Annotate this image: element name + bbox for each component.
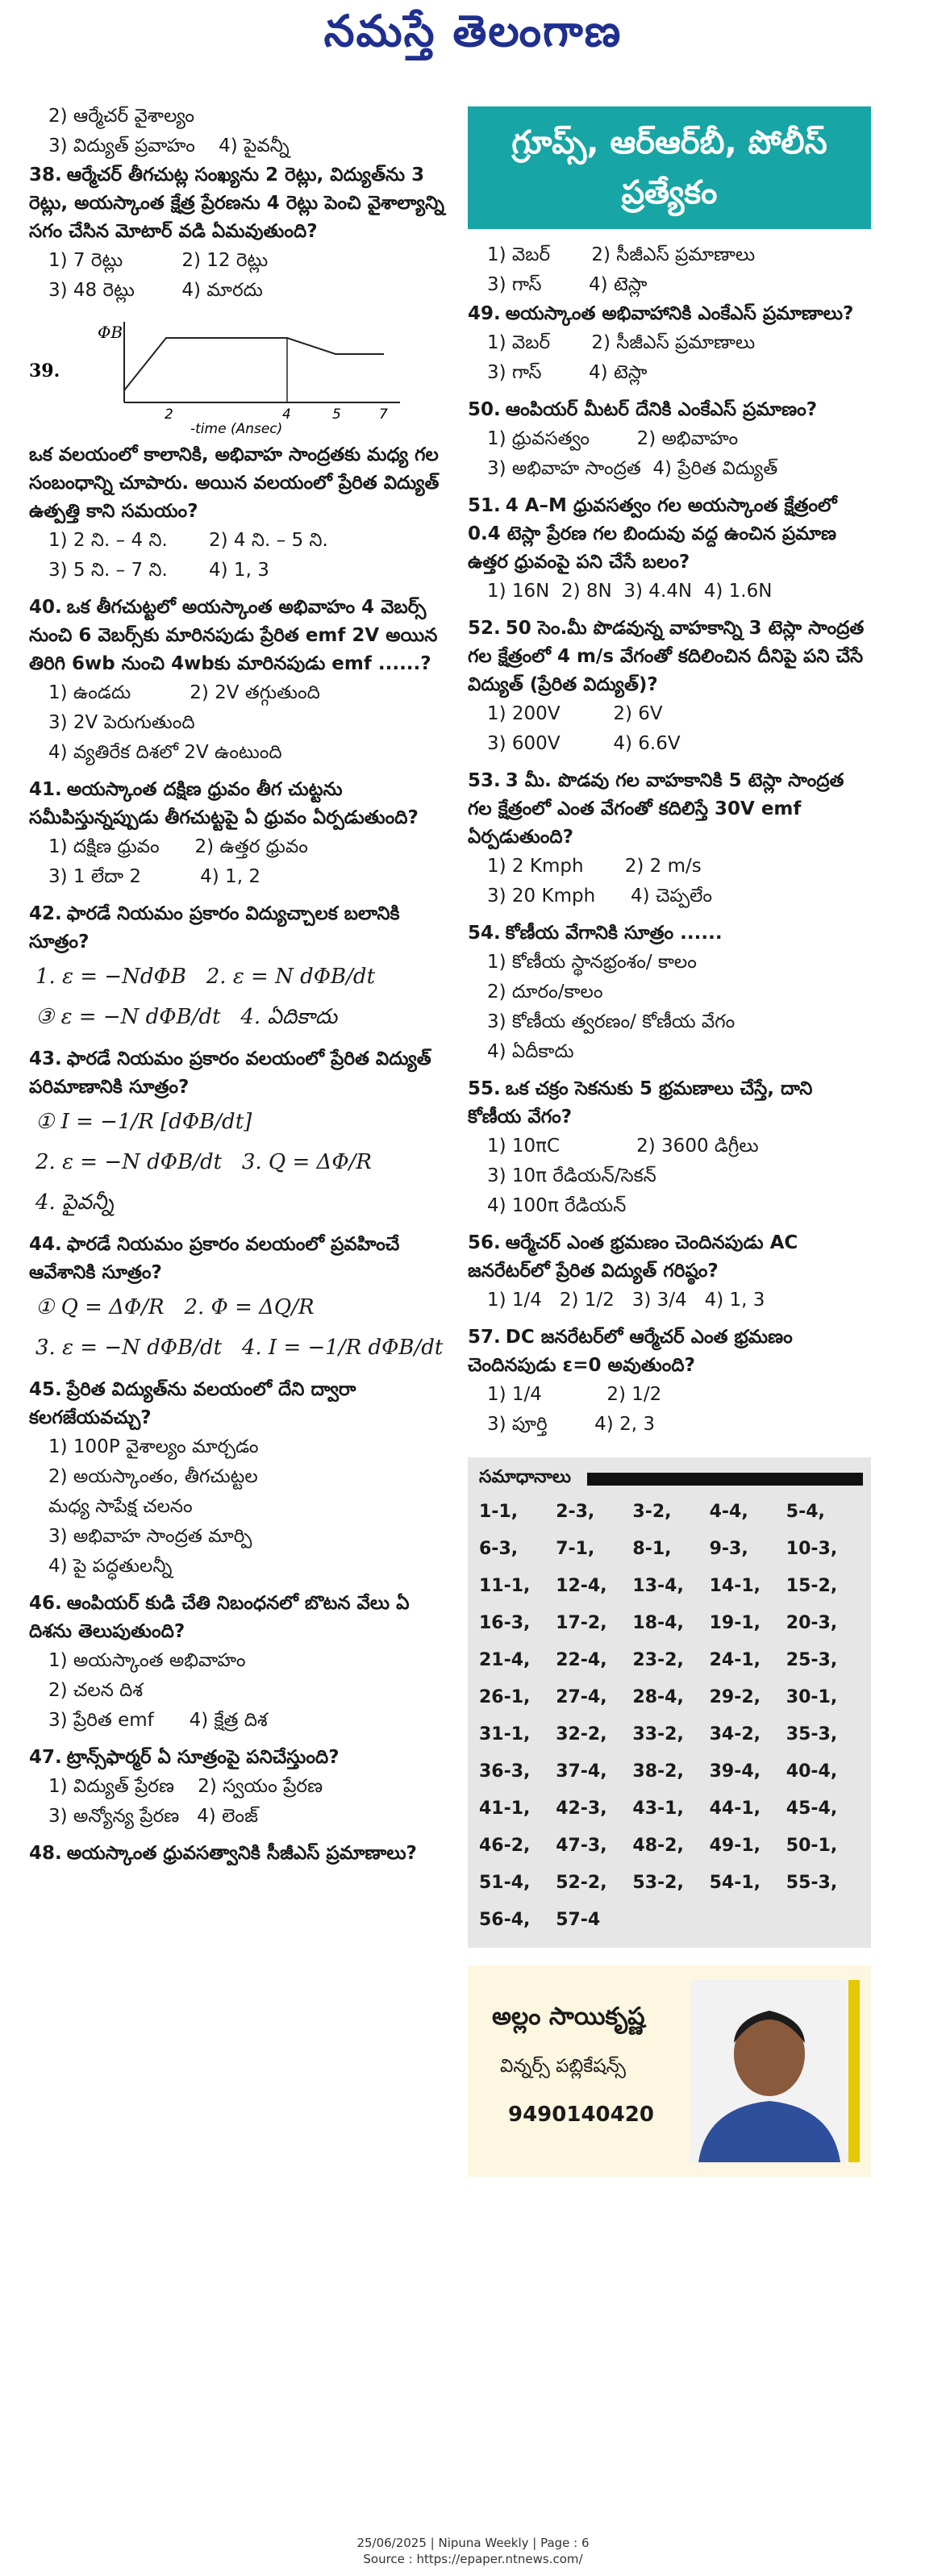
formula-option: 4. పైవన్నీ — [35, 1190, 115, 1215]
question-text: 3 మీ. పొడవు గల వాహకానికి 5 టెస్లా సాంద్రత గల క్షేత్రంలో ఎంత వేగంతో కదిలిస్తే 30V emf ఏర్పడుతుంది? — [468, 770, 844, 848]
formula-option: 1. ε = −NdΦB 2. ε = N dΦB/dt — [35, 965, 376, 989]
graph-svg — [29, 314, 448, 435]
author-box — [468, 1965, 871, 2177]
question-text: ఆర్మేచర్ ఎంత భ్రమణం చెందినపుడు AC జనరేటర్‌లో ప్రేరిత విద్యుత్ గరిష్ఠం? — [468, 1232, 798, 1282]
answer-item: 43-1, — [632, 1799, 684, 1819]
answer-item: 49-1, — [709, 1836, 761, 1856]
option-line: 1) 2 ని. – 4 ని. 2) 4 ని. – 5 ని. — [48, 530, 328, 551]
question-number: 45. — [29, 1379, 62, 1400]
question-number: 44. — [29, 1234, 62, 1255]
graph-tick: 4 — [282, 406, 291, 423]
graph-tick: 7 — [379, 406, 388, 423]
answer-item: 4-4, — [709, 1502, 748, 1522]
question-48 — [29, 1840, 456, 1868]
question-number: 49. — [468, 303, 501, 324]
option-line: 1) 16N 2) 8N 3) 4.4N 4) 1.6N — [487, 581, 773, 602]
footer-line-1: 25/06/2025 | Nipuna Weekly | Page : 6 — [356, 2536, 590, 2550]
question-text: ఆంపియర్ కుడి చేతి నిబంధనలో బొటన వేలు ఏ దిశను తెలుపుతుంది? — [29, 1593, 410, 1642]
question-number: 50. — [468, 399, 501, 420]
question-45 — [29, 1376, 456, 1582]
option-line: 1) దక్షిణ ధ్రువం 2) ఉత్తర ధ్రువం — [48, 836, 308, 857]
answer-item: 8-1, — [632, 1539, 672, 1559]
author-name: అల్లం సాయికృష్ణ — [492, 2003, 645, 2031]
formula-option: ① I = −1/R [dΦB/dt] — [35, 1110, 252, 1134]
answer-item: 36-3, — [479, 1761, 531, 1782]
option-line: 1) ధ్రువసత్వం 2) అభివాహం — [487, 428, 739, 449]
answer-item: 48-2, — [632, 1836, 684, 1856]
answer-item: 6-3, — [479, 1539, 519, 1559]
question-56 — [468, 1229, 871, 1315]
question-number: 40. — [29, 597, 62, 618]
formula-option: 2. ε = −N dΦB/dt 3. Q = ΔΦ/R — [35, 1150, 372, 1174]
author-organization: విన్నర్స్ పబ్లికేషన్స్ — [500, 2056, 627, 2077]
option-line: 1) ఉండదు 2) 2V తగ్గుతుంది — [48, 682, 320, 703]
option-line: 3) కోణీయ త్వరణం/ కోణీయ వేగం — [487, 1011, 736, 1032]
answer-item: 13-4, — [632, 1576, 684, 1596]
option-line: 2) ఆర్మేచర్ వైశాల్యం — [48, 106, 195, 127]
answer-item: 55-3, — [786, 1873, 838, 1893]
option-line: 4) 100π రేడియన్ — [487, 1195, 627, 1216]
question-text: ఒక చక్రం సెకనుకు 5 భ్రమణాలు చేస్తే, దాని కోణీయ వేగం? — [468, 1078, 813, 1128]
option-line: 1) 1/4 2) 1/2 — [487, 1384, 662, 1405]
left-column — [29, 102, 456, 1876]
answer-item: 41-1, — [479, 1799, 531, 1819]
option-line: 3) 10π రేడియన్/సెకన్ — [487, 1165, 656, 1186]
answer-key-header — [479, 1467, 863, 1491]
answer-item: 7-1, — [556, 1539, 595, 1559]
answer-item: 19-1, — [709, 1613, 761, 1633]
question-number: 48. — [29, 1843, 62, 1864]
question-text: ఫారడే నియమం ప్రకారం విద్యుచ్చాలక బలానికి సూత్రం? — [29, 903, 400, 952]
option-line: 1) 1/4 2) 1/2 3) 3/4 4) 1, 3 — [487, 1290, 765, 1311]
question-number: 47. — [29, 1747, 62, 1768]
question-text: ట్రాన్స్‌ఫార్మర్ ఏ సూత్రంపై పనిచేస్తుంది? — [66, 1747, 340, 1768]
answer-item: 47-3, — [556, 1836, 607, 1856]
option-line: 1) విద్యుత్ ప్రేరణ 2) స్వయం ప్రేరణ — [48, 1776, 323, 1797]
answer-item: 44-1, — [709, 1799, 761, 1819]
answer-item: 15-2, — [786, 1576, 838, 1596]
option-line: 4) వ్యతిరేక దిశలో 2V ఉంటుంది — [48, 742, 282, 763]
option-line: 3) విద్యుత్ ప్రవాహం 4) పైవన్నీ — [48, 135, 290, 156]
option-line: 3) 20 Kmph 4) చెప్పలేం — [487, 886, 713, 907]
answer-item: 12-4, — [556, 1576, 607, 1596]
question-text: ఫారడే నియమం ప్రకారం వలయంలో ప్రవహించే ఆవేశానికి సూత్రం? — [29, 1234, 400, 1283]
author-phone: 9490140420 — [508, 2103, 654, 2127]
answer-item: 38-2, — [632, 1761, 684, 1782]
answer-item: 40-4, — [786, 1761, 838, 1782]
formula-option: ① Q = ΔΦ/R 2. Φ = ΔQ/R — [35, 1295, 315, 1319]
option-line: 3) ప్రేరిత emf 4) క్షేత్ర దిశ — [48, 1710, 268, 1731]
option-line: 1) 100P వైశాల్యం మార్చడం — [48, 1436, 259, 1457]
question-47 — [29, 1744, 456, 1832]
answer-item: 37-4, — [556, 1761, 607, 1782]
question-number: 54. — [468, 923, 501, 944]
answer-item: 32-2, — [556, 1724, 607, 1744]
formula-option: 3. ε = −N dΦB/dt 4. I = −1/R dΦB/dt — [35, 1336, 444, 1360]
answer-item: 24-1, — [709, 1650, 761, 1670]
answer-item: 2-3, — [556, 1502, 595, 1522]
option-line: 3) గాస్ 4) టెస్లా — [487, 362, 648, 383]
answer-item: 17-2, — [556, 1613, 607, 1633]
option-line: 3) 1 లేదా 2 4) 1, 2 — [48, 866, 260, 887]
question-44 — [29, 1231, 456, 1368]
question-46 — [29, 1590, 456, 1736]
answer-item: 18-4, — [632, 1613, 684, 1633]
question-text: ఒక తీగచుట్టలో అయస్కాంత అభివాహం 4 వెబర్స్ నుంచి 6 వెబర్స్‌కు మారినపుడు ప్రేరిత emf 2V అయిన తిరిగి 6wb నుంచి 4wbకు మారినపుడు emf ......? — [29, 597, 438, 674]
question-number: 53. — [468, 770, 501, 791]
author-photo — [690, 1980, 860, 2162]
question-number: 57. — [468, 1327, 501, 1348]
graph-tick: 5 — [332, 406, 341, 423]
option-line: 4) ఏదీకాదు — [487, 1041, 574, 1062]
option-line: 3) 2V పెరుగుతుంది — [48, 712, 195, 733]
answer-item: 3-2, — [632, 1502, 672, 1522]
question-43 — [29, 1045, 456, 1223]
answer-item: 28-4, — [632, 1687, 684, 1707]
option-line: 1) 7 రెట్లు 2) 12 రెట్లు — [48, 250, 269, 271]
answer-item: 21-4, — [479, 1650, 531, 1670]
answer-item: 11-1, — [479, 1576, 531, 1596]
answer-item: 31-1, — [479, 1724, 531, 1744]
answer-item: 10-3, — [786, 1539, 838, 1559]
answer-item: 45-4, — [786, 1799, 838, 1819]
question-number: 41. — [29, 779, 62, 800]
question-number: 56. — [468, 1232, 501, 1253]
answer-item: 1-1, — [479, 1502, 519, 1522]
option-line: 1) వెబర్ 2) సీజీఎస్ ప్రమాణాలు — [487, 332, 756, 353]
question-text: ప్రేరిత విద్యుత్‌ను వలయంలో దేని ద్వారా కలగజేయవచ్చు? — [29, 1379, 356, 1428]
answer-item: 57-4 — [556, 1910, 601, 1930]
question-text: అయస్కాంత ధ్రువసత్వానికి సీజీఎస్ ప్రమాణాలు? — [66, 1843, 417, 1864]
answer-item: 51-4, — [479, 1873, 531, 1893]
question-39 — [29, 314, 456, 586]
answer-item: 23-2, — [632, 1650, 684, 1670]
question-text: అయస్కాంత అభివాహానికి ఎంకేఎస్ ప్రమాణాలు? — [505, 303, 854, 324]
answer-item: 22-4, — [556, 1650, 607, 1670]
option-line: 3) 5 ని. – 7 ని. 4) 1, 3 — [48, 560, 269, 581]
question-number: 55. — [468, 1078, 501, 1099]
answer-item: 42-3, — [556, 1799, 607, 1819]
answer-item: 54-1, — [709, 1873, 761, 1893]
question-text: ఒక వలయంలో కాలానికి, అభివాహ సాంద్రతకు మధ్య గల సంబంధాన్ని చూపారు. అయిన వలయంలో ప్రేరిత విద్యుత్ ఉత్పత్తి కాని సమయం? — [29, 444, 440, 522]
option-line: 2) దూరం/కాలం — [487, 982, 603, 1002]
question-38 — [29, 161, 456, 306]
flux-time-graph — [29, 314, 456, 435]
option-line: 1) 2 Kmph 2) 2 m/s — [487, 856, 702, 877]
graph-tick: 2 — [165, 406, 173, 423]
formula-option: ③ ε = −N dΦB/dt 4. ఏదికాదు — [35, 1005, 338, 1029]
option-line: 4) పై పద్ధతులన్నీ — [48, 1556, 173, 1577]
question-41 — [29, 776, 456, 892]
answer-key-title: సమాధానాలు — [479, 1467, 572, 1487]
newspaper-masthead: నమస్తే తెలంగాణ — [323, 5, 623, 56]
question-52 — [468, 615, 871, 759]
question-number: 43. — [29, 1048, 62, 1069]
question-55 — [468, 1075, 871, 1221]
question-50 — [468, 396, 871, 484]
option-line: 3) అభివాహ సాంద్రత 4) ప్రేరిత విద్యుత్ — [487, 458, 778, 479]
question-text: ఆర్మేచర్ తీగచుట్ల సంఖ్యను 2 రెట్లు, విద్యుత్‌ను 3 రెట్లు, అయస్కాంత క్షేత్ర ప్రేరణను 4 రెట్లు పెంచి వైశాల్యాన్ని సగం చేసిన మోటార్ వడి ఏమవుతుంది? — [29, 165, 445, 242]
option-line: 3) 48 రెట్లు 4) మారదు — [48, 280, 263, 301]
option-line: 3) గాస్ 4) టెస్లా — [487, 274, 648, 295]
option-line: 3) 600V 4) 6.6V — [487, 733, 681, 754]
question-text: DC జనరేటర్‌లో ఆర్మేచర్ ఎంత భ్రమణం చెందినపుడు ε=0 అవుతుంది? — [468, 1327, 793, 1376]
option-line: 1) 200V 2) 6V — [487, 703, 663, 724]
question-40 — [29, 594, 456, 768]
answer-item: 20-3, — [786, 1613, 838, 1633]
question-number: 38. — [29, 165, 62, 185]
option-line: 1) అయస్కాంత అభివాహం — [48, 1650, 246, 1671]
answer-item: 35-3, — [786, 1724, 838, 1744]
answer-item: 52-2, — [556, 1873, 607, 1893]
answer-item: 39-4, — [709, 1761, 761, 1782]
question-53 — [468, 767, 871, 911]
option-line: 1) కోణీయ స్థానభ్రంశం/ కాలం — [487, 952, 697, 973]
answer-item: 29-2, — [709, 1687, 761, 1707]
question-49 — [468, 300, 871, 388]
question-number: 39. — [29, 361, 60, 381]
question-text: ఫారడే నియమం ప్రకారం వలయంలో ప్రేరిత విద్యుత్ పరిమాణానికి సూత్రం? — [29, 1048, 431, 1098]
answer-item: 5-4, — [786, 1502, 825, 1522]
option-line: 3) అభివాహ సాంద్రత మార్పి — [48, 1526, 252, 1547]
answer-item: 34-2, — [709, 1724, 761, 1744]
section-banner: గ్రూప్స్, ఆర్ఆర్‌బీ, పోలీస్ ప్రత్యేకం — [468, 106, 871, 229]
question-text: అయస్కాంత దక్షిణ ధ్రువం తీగ చుట్టను సమీపిస్తున్నప్పుడు తీగచుట్టపై ఏ ధ్రువం ఏర్పడుతుంది? — [29, 779, 419, 828]
question-number: 51. — [468, 495, 501, 516]
answer-item: 9-3, — [709, 1539, 748, 1559]
answer-item: 25-3, — [786, 1650, 838, 1670]
option-line: 1) వెబర్ 2) సీజీఎస్ ప్రమాణాలు — [487, 244, 756, 265]
author-photo-icon — [690, 1980, 848, 2162]
right-column — [468, 102, 871, 2177]
question-number: 46. — [29, 1593, 62, 1614]
answer-key-box — [468, 1457, 871, 1948]
header-bar — [587, 1473, 863, 1486]
question-text: 4 A–M ధ్రువసత్వం గల అయస్కాంత క్షేత్రంలో 0.4 టెస్లా ప్రేరణ గల బిందువు వద్ద ఉంచిన ప్రమాణ ఉత్తర ధ్రువంపై పని చేసే బలం? — [468, 495, 837, 573]
option-line: 1) 10πC 2) 3600 డిగ్రీలు — [487, 1136, 759, 1157]
question-number: 52. — [468, 618, 501, 639]
answer-item: 30-1, — [786, 1687, 838, 1707]
answer-grid — [479, 1496, 863, 1936]
question-text: ఆంపియర్ మీటర్ దేనికి ఎంకేఎస్ ప్రమాణం? — [505, 399, 818, 420]
footer-line-2: Source : https://epaper.ntnews.com/ — [363, 2552, 583, 2566]
question-text: కోణీయ వేగానికి సూత్రం ...... — [505, 923, 723, 944]
answer-item: 33-2, — [632, 1724, 684, 1744]
question-number: 42. — [29, 903, 62, 924]
answer-item: 53-2, — [632, 1873, 684, 1893]
question-54 — [468, 919, 871, 1067]
question-51 — [468, 492, 871, 606]
answer-item: 14-1, — [709, 1576, 761, 1596]
answer-item: 56-4, — [479, 1910, 531, 1930]
question-57 — [468, 1323, 871, 1440]
graph-x-label: -time (Ansec) — [190, 421, 283, 435]
answer-item: 16-3, — [479, 1613, 531, 1633]
answer-item: 26-1, — [479, 1687, 531, 1707]
answer-item: 46-2, — [479, 1836, 531, 1856]
option-line: 2) చలన దిశ — [48, 1680, 144, 1701]
option-line: మధ్య సాపేక్ష చలనం — [48, 1496, 193, 1517]
question-text: 50 సెం.మీ పొడవున్న వాహకాన్ని 3 టెస్లా సాంద్రత గల క్షేత్రంలో 4 m/s వేగంతో కదిలించిన దీనిపై పని చేసే విద్యుత్ (ప్రేరిత విద్యుత్)? — [468, 618, 865, 695]
option-line: 3) అన్యోన్య ప్రేరణ 4) లెంజ్ — [48, 1806, 258, 1827]
answer-item: 50-1, — [786, 1836, 838, 1856]
graph-y-label: ΦB — [98, 323, 123, 342]
option-line: 3) పూర్తి 4) 2, 3 — [487, 1414, 655, 1435]
answer-item: 27-4, — [556, 1687, 607, 1707]
question-42 — [29, 900, 456, 1037]
option-line: 2) అయస్కాంతం, తీగచుట్టల — [48, 1466, 258, 1487]
